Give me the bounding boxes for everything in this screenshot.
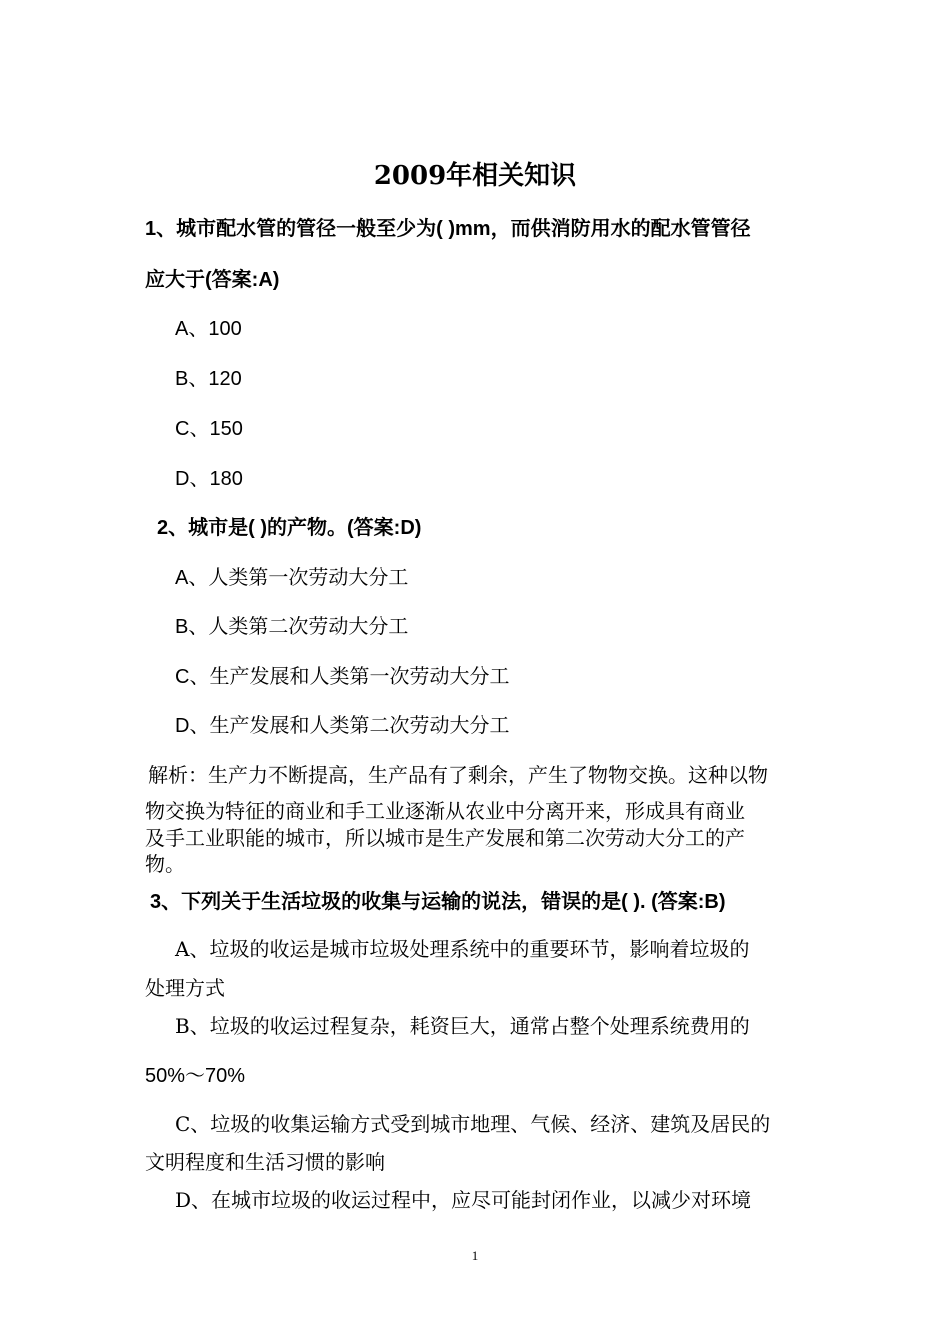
question-2-analysis-line-3: 及手工业职能的城市，所以城市是生产发展和第二次劳动大分工的产 xyxy=(145,826,745,850)
question-2-analysis-line-2: 物交换为特征的商业和手工业逐渐从农业中分离开来，形成具有商业 xyxy=(145,799,745,823)
question-3-option-a-line-2: 处理方式 xyxy=(145,976,225,1000)
question-2-stem: 2、城市是( )的产物。(答案:D) xyxy=(157,517,422,539)
document-title: 2009年相关知识 xyxy=(373,161,577,191)
question-1-option-b: B、120 xyxy=(175,368,242,390)
question-3-option-c-line-2: 文明程度和生活习惯的影响 xyxy=(145,1150,385,1174)
question-2-option-c: C、生产发展和人类第一次劳动大分工 xyxy=(175,666,510,688)
question-3-option-b-line-2: 50%～70% xyxy=(145,1065,246,1087)
question-3-stem: 3、下列关于生活垃圾的收集与运输的说法，错误的是( ). (答案:B) xyxy=(150,891,726,913)
question-1-option-a: A、100 xyxy=(175,318,242,340)
question-1-option-d: D、180 xyxy=(175,468,243,490)
question-2-analysis-line-4: 物。 xyxy=(145,852,185,876)
question-3-option-c-line-1: C、垃圾的收集运输方式受到城市地理、气候、经济、建筑及居民的 xyxy=(175,1112,771,1136)
question-2-option-a: A、人类第一次劳动大分工 xyxy=(175,567,409,589)
question-3-option-d-line-1: D、在城市垃圾的收运过程中，应尽可能封闭作业，以减少对环境 xyxy=(175,1188,752,1212)
question-1-option-c: C、150 xyxy=(175,418,243,440)
page-number: 1 xyxy=(471,1248,479,1263)
question-2-analysis-line-1: 解析：生产力不断提高，生产品有了剩余，产生了物物交换。这种以物 xyxy=(148,763,768,787)
question-2-option-b: B、人类第二次劳动大分工 xyxy=(175,616,409,638)
question-1-stem-line-2: 应大于(答案:A) xyxy=(145,269,280,291)
question-2-option-d: D、生产发展和人类第二次劳动大分工 xyxy=(175,715,510,737)
question-1-stem-line-1: 1、城市配水管的管径一般至少为( )mm，而供消防用水的配水管管径 xyxy=(145,218,751,240)
question-3-option-b-line-1: B、垃圾的收运过程复杂，耗资巨大，通常占整个处理系统费用的 xyxy=(175,1014,750,1038)
question-3-option-a-line-1: A、垃圾的收运是城市垃圾处理系统中的重要环节，影响着垃圾的 xyxy=(175,937,750,961)
